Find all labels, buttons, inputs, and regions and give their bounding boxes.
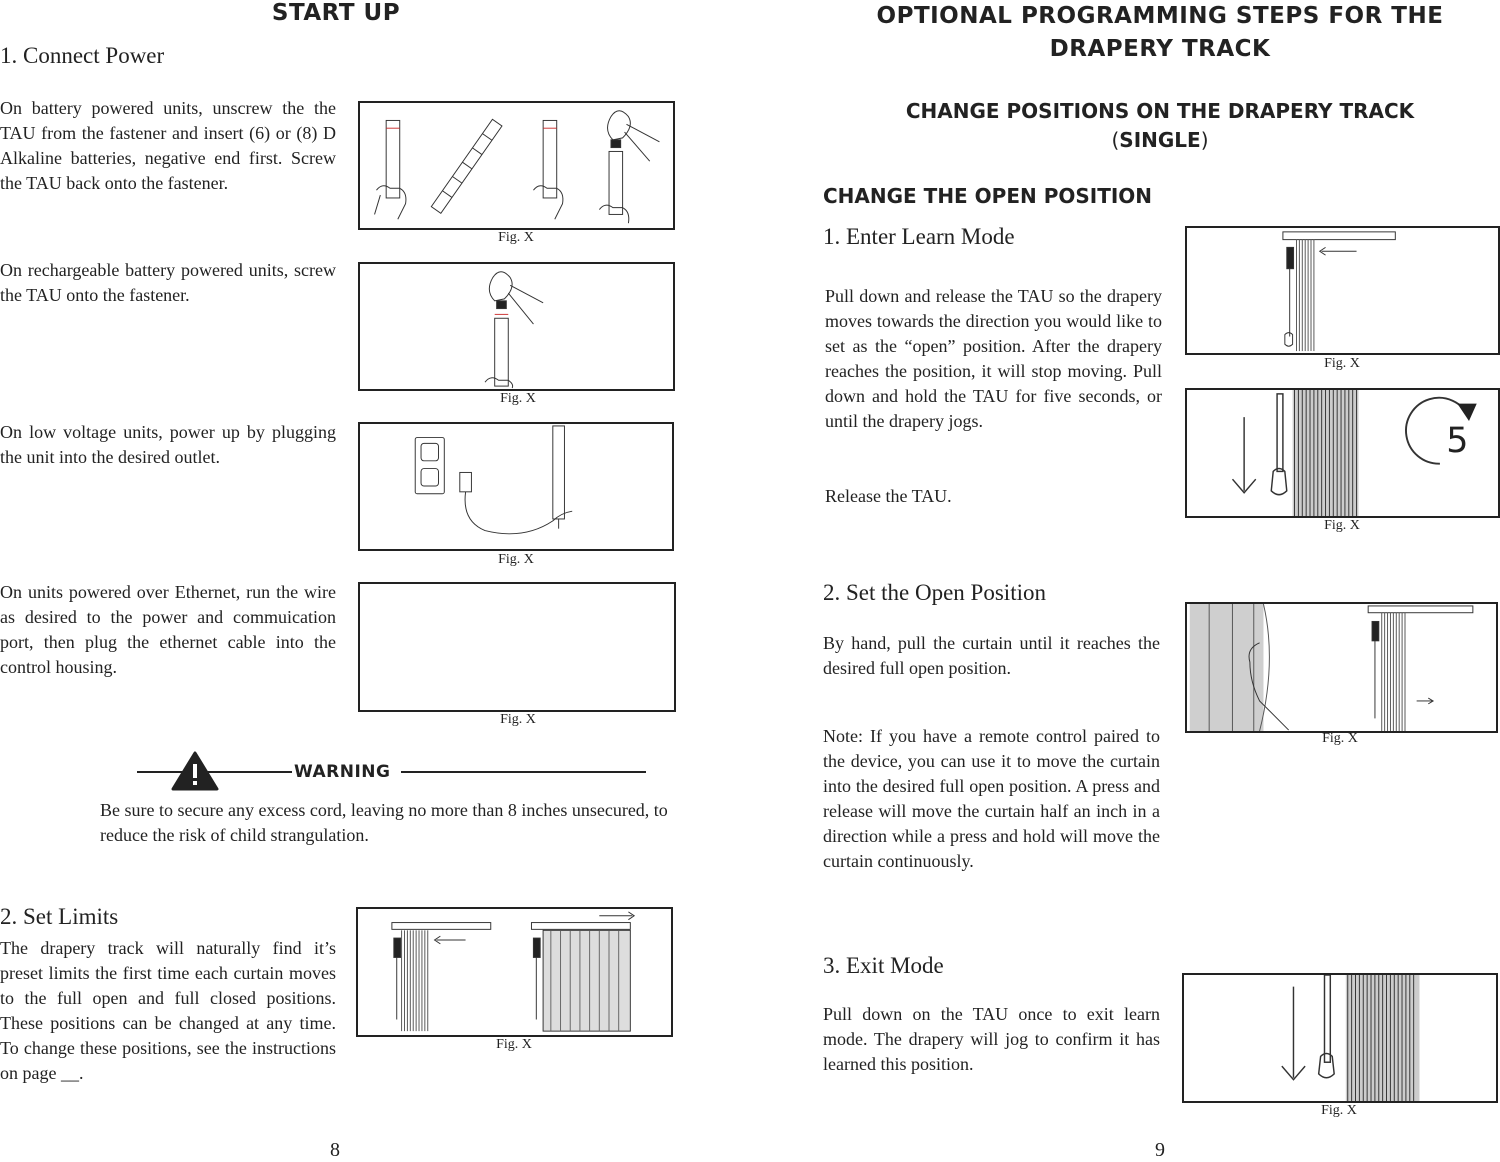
battery-figure (358, 101, 675, 230)
right-page-number: 9 (1155, 1139, 1165, 1161)
low-voltage-figure (358, 422, 674, 551)
r-step1-heading: 1. Enter Learn Mode (823, 224, 1015, 249)
warning-divider-right (401, 771, 646, 773)
enter-learn-caption-2: Fig. X (1324, 518, 1360, 533)
step2-heading: 2. Set Limits (0, 904, 119, 929)
r-step2-note: Note: If you have a remote control paired to the device, you can use it to move the curtain into the desired full open position. A press and release will move the curtain half an inch in a direction while a press and hold will move the curtain continuously. (823, 726, 1160, 871)
enter-learn-figure-2 (1185, 388, 1500, 518)
r-step2-text: By hand, pull the curtain until it reaches the desired full open position. (823, 633, 1160, 678)
timer-digit: 5 (1446, 421, 1469, 462)
ethernet-figure-caption: Fig. X (500, 712, 536, 727)
subtitle-paren-open: ( (1111, 128, 1120, 152)
subtitle-single: SINGLE (1119, 128, 1201, 152)
set-open-figure (1185, 602, 1498, 733)
low-voltage-figure-caption: Fig. X (498, 552, 534, 567)
step1-heading: 1. Connect Power (0, 43, 165, 68)
subtitle-paren-close: ) (1200, 128, 1209, 152)
battery-illustration (360, 103, 673, 228)
enter-learn-caption-1: Fig. X (1324, 356, 1360, 371)
right-page-subtitle (860, 97, 1460, 155)
rechargeable-illustration (360, 264, 673, 389)
rechargeable-paragraph: On rechargeable battery powered units, screw the TAU onto the fastener. (0, 260, 336, 305)
r-step1-text: Pull down and release the TAU so the drapery moves towards the direction you would like to set as the “open” position. After the drapery reaches the position, it will stop moving. Pull down and hold the TAU for five seconds, or until the drapery jogs. (825, 286, 1162, 431)
battery-figure-caption: Fig. X (498, 230, 534, 245)
exit-mode-figure (1182, 973, 1498, 1103)
r-step3-heading: 3. Exit Mode (823, 953, 944, 978)
enter-learn-illustration-1 (1187, 228, 1498, 353)
section-heading: CHANGE THE OPEN POSITION (823, 184, 1153, 208)
low-voltage-paragraph: On low voltage units, power up by plugging the unit into the desired outlet. (0, 422, 336, 467)
r-step2-heading: 2. Set the Open Position (823, 580, 1046, 605)
subtitle-main: CHANGE POSITIONS ON THE DRAPERY TRACK (905, 99, 1415, 123)
set-limits-figure (356, 907, 673, 1037)
exit-mode-illustration (1184, 975, 1496, 1101)
enter-learn-illustration-2 (1187, 390, 1498, 516)
set-limits-illustration (358, 909, 671, 1035)
set-limits-figure-caption: Fig. X (496, 1037, 532, 1052)
exit-mode-caption: Fig. X (1321, 1103, 1357, 1118)
step2-text: The drapery track will naturally find it’s preset limits the first time each curtain moves to the full open and full closed positions. These positions can be changed at any time. To change these positions, see the instructions on page __. (0, 938, 336, 1083)
low-voltage-illustration (360, 424, 672, 549)
battery-paragraph: On battery powered units, unscrew the the TAU from the fastener and insert (6) or (8) D Alkaline batteries, negative end first. Screw the TAU back onto the fastener. (0, 98, 336, 193)
enter-learn-figure-1 (1185, 226, 1500, 355)
warning-label: WARNING (294, 762, 391, 782)
warning-text: Be sure to secure any excess cord, leaving no more than 8 inches unsecured, to reduce the risk of child strangulation. (100, 800, 668, 845)
set-open-caption: Fig. X (1322, 731, 1358, 746)
warning-triangle-icon (171, 751, 219, 791)
rechargeable-figure-caption: Fig. X (500, 391, 536, 406)
left-page-number: 8 (330, 1139, 340, 1161)
r-step3-text: Pull down on the TAU once to exit learn mode. The drapery will jog to confirm it has learned this position. (823, 1004, 1160, 1074)
right-page-title: OPTIONAL PROGRAMMING STEPS FOR THE DRAPERY TRACK (876, 3, 1444, 62)
ethernet-figure-placeholder (358, 582, 676, 712)
ethernet-paragraph: On units powered over Ethernet, run the wire as desired to the power and commuication port, then plug the ethernet cable into the control housing. (0, 582, 336, 677)
set-open-illustration (1187, 604, 1496, 731)
rechargeable-figure (358, 262, 675, 391)
left-page-title: START UP (271, 0, 401, 26)
r-step1-release: Release the TAU. (825, 486, 952, 506)
